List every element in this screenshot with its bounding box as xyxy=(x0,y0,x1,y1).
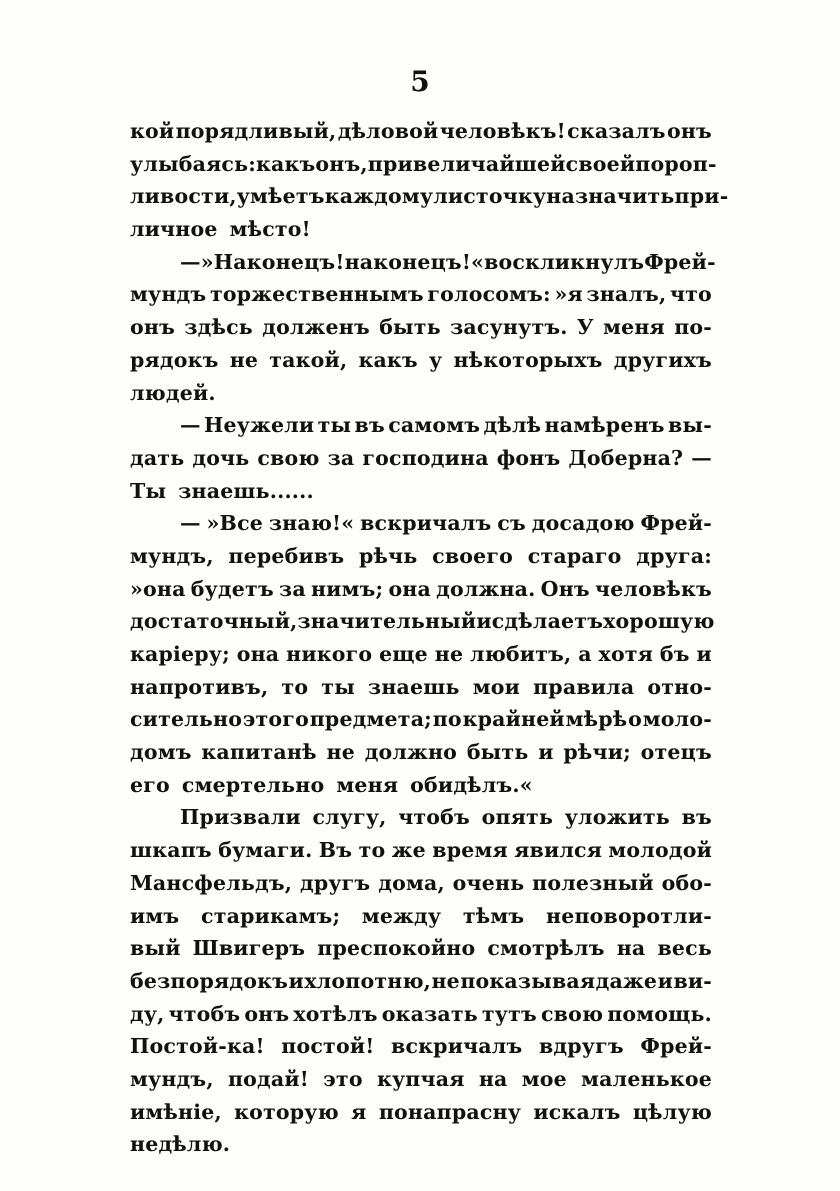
word: неповоротли- xyxy=(546,903,712,928)
page-number: 5 xyxy=(410,65,430,98)
word: дать xyxy=(130,445,185,470)
word: и xyxy=(288,968,304,993)
word: показывая xyxy=(460,968,596,993)
word: это xyxy=(323,1066,363,1091)
word: не xyxy=(229,347,259,372)
word: при xyxy=(367,151,413,176)
word: нимъ; xyxy=(310,576,384,601)
word: искалъ xyxy=(533,1099,621,1124)
word: онъ xyxy=(244,1001,290,1026)
word: наконецъ!« xyxy=(344,249,485,274)
word: у xyxy=(429,347,443,372)
word: ви- xyxy=(673,968,712,993)
word: сдѣлаетъ xyxy=(491,609,604,634)
word: мундъ xyxy=(130,282,207,307)
word: стараго xyxy=(527,543,622,568)
word: имъ xyxy=(130,903,180,928)
text-line xyxy=(130,932,712,965)
word: чтобъ xyxy=(168,1001,241,1026)
word: что xyxy=(669,282,712,307)
word: самомъ xyxy=(388,413,481,438)
word: »Все xyxy=(206,511,264,536)
word: своей xyxy=(565,151,636,176)
word: я xyxy=(351,1099,367,1124)
word: Мансфельдъ, xyxy=(130,870,293,895)
word: такой, xyxy=(269,347,348,372)
word: она xyxy=(236,642,280,666)
text-line xyxy=(130,311,712,344)
word: бъ xyxy=(659,642,690,666)
word: въ xyxy=(681,805,712,830)
word: дома, xyxy=(378,870,445,895)
word: безпорядокъ xyxy=(130,968,289,993)
text-line xyxy=(130,377,712,410)
word: и xyxy=(657,968,673,993)
word: Въ xyxy=(318,838,353,863)
word: знаешь xyxy=(368,674,460,699)
word: домъ xyxy=(130,740,192,765)
word: Фрей- xyxy=(640,511,712,536)
word: и xyxy=(696,642,712,666)
word: — xyxy=(180,511,201,536)
word: перебивъ xyxy=(228,543,345,568)
word: обо- xyxy=(661,870,712,895)
word: даже xyxy=(595,968,658,993)
word: хотѣлъ xyxy=(293,1001,378,1026)
word: будетъ xyxy=(190,576,274,601)
word: быть xyxy=(379,315,441,340)
word: вскричалъ xyxy=(360,511,492,536)
word: вскричалъ xyxy=(391,1034,523,1059)
word: Постой-ка! xyxy=(130,1034,265,1059)
word: онъ xyxy=(130,315,176,340)
text-line xyxy=(130,638,712,671)
word: дочь xyxy=(192,445,250,470)
word: преспокойно xyxy=(317,936,476,961)
text-line xyxy=(130,278,712,311)
word: на xyxy=(616,936,646,961)
word: молодой xyxy=(608,838,712,863)
word: по- xyxy=(674,315,712,340)
word: за xyxy=(327,445,355,470)
word: напротивъ, xyxy=(130,674,269,699)
word: ливости, xyxy=(130,184,237,209)
word: смертельно xyxy=(181,772,325,797)
word: умѣетъ xyxy=(236,184,325,209)
word: то xyxy=(358,838,386,863)
word: величайшей xyxy=(412,151,566,176)
word: тѣмъ xyxy=(462,903,525,928)
word: рѣчь xyxy=(358,543,418,568)
word: мѣрѣ xyxy=(565,707,628,732)
text-line xyxy=(130,1030,712,1063)
word: людей. xyxy=(130,380,216,405)
text-line xyxy=(130,148,717,181)
word: человѣкъ! xyxy=(439,119,566,143)
word: дѣлѣ xyxy=(483,413,542,438)
text-line xyxy=(130,834,712,867)
text-line xyxy=(130,115,712,148)
text-line xyxy=(130,900,712,933)
word: чтобъ xyxy=(398,805,470,830)
word: капитанѣ xyxy=(201,740,317,765)
word: рѣчи; xyxy=(563,740,631,765)
word: и xyxy=(476,609,492,634)
word: »Наконецъ! xyxy=(200,249,345,274)
word: господина xyxy=(362,445,489,470)
word: здѣсь xyxy=(184,315,253,340)
word: шкапъ xyxy=(130,838,212,863)
word: меня xyxy=(336,772,399,797)
word: которую xyxy=(234,1099,339,1124)
word: Доберна? xyxy=(568,445,684,470)
text-line xyxy=(130,1063,712,1096)
word: »она xyxy=(130,576,186,601)
word: понапрасну xyxy=(378,1099,522,1124)
word: этого xyxy=(242,707,309,732)
word: сительно xyxy=(130,707,243,732)
word: другихъ xyxy=(613,347,712,372)
word: хлопотню, xyxy=(304,968,432,993)
word: ты xyxy=(321,674,355,699)
text-line xyxy=(130,703,712,736)
word: ты xyxy=(317,413,352,438)
word: съ xyxy=(497,511,526,536)
body-text xyxy=(130,115,729,1161)
word: свою xyxy=(257,445,320,470)
text-line xyxy=(130,1096,712,1129)
text-line xyxy=(130,801,712,834)
word: никого xyxy=(286,642,373,666)
text-line xyxy=(130,736,712,769)
word: должно xyxy=(364,740,458,765)
text-line xyxy=(130,573,712,606)
word: опять xyxy=(481,805,554,830)
word: зналъ, xyxy=(586,282,667,307)
word: другъ xyxy=(299,870,371,895)
word: человѣкъ xyxy=(594,576,712,601)
word: ду, xyxy=(130,1001,165,1026)
text-line xyxy=(130,246,716,279)
text-line xyxy=(130,671,712,704)
word: каждому xyxy=(324,184,434,209)
word: фонъ xyxy=(496,445,561,470)
word: У xyxy=(576,315,594,340)
word: въ xyxy=(354,413,385,438)
word: свою xyxy=(540,1001,604,1026)
word: мои xyxy=(472,674,520,699)
word: должна. xyxy=(436,576,536,601)
word: крайней xyxy=(462,707,565,732)
word: не xyxy=(434,642,464,666)
word: время xyxy=(432,838,508,863)
word: Фрей- xyxy=(640,1034,712,1059)
word: подай! xyxy=(227,1066,309,1091)
word: нѣкоторыхъ xyxy=(453,347,603,372)
word: при- xyxy=(674,184,729,209)
word: Онъ xyxy=(540,576,590,601)
word: намѣренъ xyxy=(544,413,665,438)
word: Неужели xyxy=(203,413,315,438)
word: Призвали xyxy=(180,805,301,830)
word: воскликнулъ xyxy=(484,249,645,274)
word: — xyxy=(180,249,201,274)
word: оказать xyxy=(381,1001,478,1026)
word: то xyxy=(281,674,309,699)
word: маленькое xyxy=(581,1066,712,1091)
word: между xyxy=(361,903,442,928)
word: меня xyxy=(603,315,665,340)
word: — xyxy=(180,413,201,438)
word: онъ, xyxy=(315,151,368,176)
word: Фрей- xyxy=(644,249,716,274)
word: хорошую xyxy=(603,609,715,634)
word: о xyxy=(628,707,643,732)
word: не xyxy=(431,968,460,993)
word: она xyxy=(388,576,431,601)
word: какъ xyxy=(256,151,316,176)
word: уложить xyxy=(564,805,670,830)
word: за xyxy=(279,576,306,601)
text-line xyxy=(130,180,729,213)
text-line xyxy=(130,442,712,475)
word: листочку xyxy=(433,184,547,209)
word: же xyxy=(391,838,426,863)
text-line xyxy=(130,605,715,638)
word: явился xyxy=(514,838,603,863)
word: весь xyxy=(657,936,712,961)
word: улыбаясь: xyxy=(130,151,256,176)
word: слугу, xyxy=(312,805,387,830)
word: на xyxy=(478,1066,508,1091)
word: достаточный, xyxy=(130,609,298,634)
word: мое xyxy=(521,1066,567,1091)
word: назначить xyxy=(546,184,675,209)
text-line xyxy=(130,344,712,377)
word: недѣлю. xyxy=(130,1132,231,1157)
text-line xyxy=(130,998,712,1031)
word: порядливый, xyxy=(175,119,337,143)
word: помощь. xyxy=(607,1001,712,1026)
word: друга: xyxy=(636,543,712,568)
word: еще xyxy=(379,642,428,666)
word: обидѣлъ.« xyxy=(410,772,533,797)
text-line xyxy=(130,1128,712,1161)
word: знаю!« xyxy=(268,511,355,536)
word: своего xyxy=(432,543,514,568)
word: бумаги. xyxy=(218,838,313,863)
text-line xyxy=(130,409,712,442)
word: полезный xyxy=(532,870,654,895)
word: Ты xyxy=(130,478,167,503)
word: торжественнымъ xyxy=(209,282,424,307)
text-line xyxy=(130,213,712,246)
word: какъ xyxy=(358,347,418,372)
word: знаешь...... xyxy=(178,478,314,503)
word: отецъ xyxy=(640,740,712,765)
text-line xyxy=(130,475,712,508)
word: его xyxy=(130,772,170,797)
word: любитъ, xyxy=(470,642,572,666)
word: »я xyxy=(554,282,583,307)
word: рядокъ xyxy=(130,347,219,372)
word: правила xyxy=(533,674,635,699)
word: каріеру; xyxy=(130,642,230,666)
word: вы- xyxy=(668,413,712,438)
word: голосомъ: xyxy=(427,282,551,307)
word: по xyxy=(432,707,462,732)
text-line xyxy=(130,965,712,998)
word: смотрѣлъ xyxy=(487,936,605,961)
word: а xyxy=(578,642,592,666)
word: постой! xyxy=(281,1034,375,1059)
text-line xyxy=(130,867,712,900)
word: отно- xyxy=(647,674,712,699)
word: долженъ xyxy=(262,315,370,340)
word: мѣсто! xyxy=(229,217,311,242)
word: Швигеръ xyxy=(192,936,306,961)
word: тутъ xyxy=(481,1001,537,1026)
word: очень xyxy=(452,870,525,895)
word: мундъ, xyxy=(130,1066,214,1091)
word: онъ xyxy=(666,119,712,143)
word: не xyxy=(326,740,355,765)
word: вый xyxy=(130,936,181,961)
word: быть xyxy=(466,740,529,765)
word: предмета; xyxy=(309,707,432,732)
text-line xyxy=(130,540,712,573)
word: старикамъ; xyxy=(201,903,341,928)
word: личное xyxy=(130,217,218,242)
word: досадою xyxy=(531,511,635,536)
word: и xyxy=(538,740,554,765)
word: дѣловой xyxy=(337,119,439,143)
word: вдругъ xyxy=(538,1034,624,1059)
word: цѣлую xyxy=(632,1099,712,1124)
word: засунутъ. xyxy=(450,315,568,340)
word: пороп- xyxy=(635,151,717,176)
text-line xyxy=(130,507,712,540)
word: купчая xyxy=(376,1066,465,1091)
word: мундъ, xyxy=(130,543,214,568)
word: сказалъ xyxy=(567,119,666,143)
word: хотя xyxy=(598,642,654,666)
word: моло- xyxy=(642,707,712,732)
word: имѣніе, xyxy=(130,1099,222,1124)
word: значительный xyxy=(297,609,477,634)
word: — xyxy=(691,445,712,470)
word: кой xyxy=(130,119,175,143)
text-line xyxy=(130,769,712,802)
